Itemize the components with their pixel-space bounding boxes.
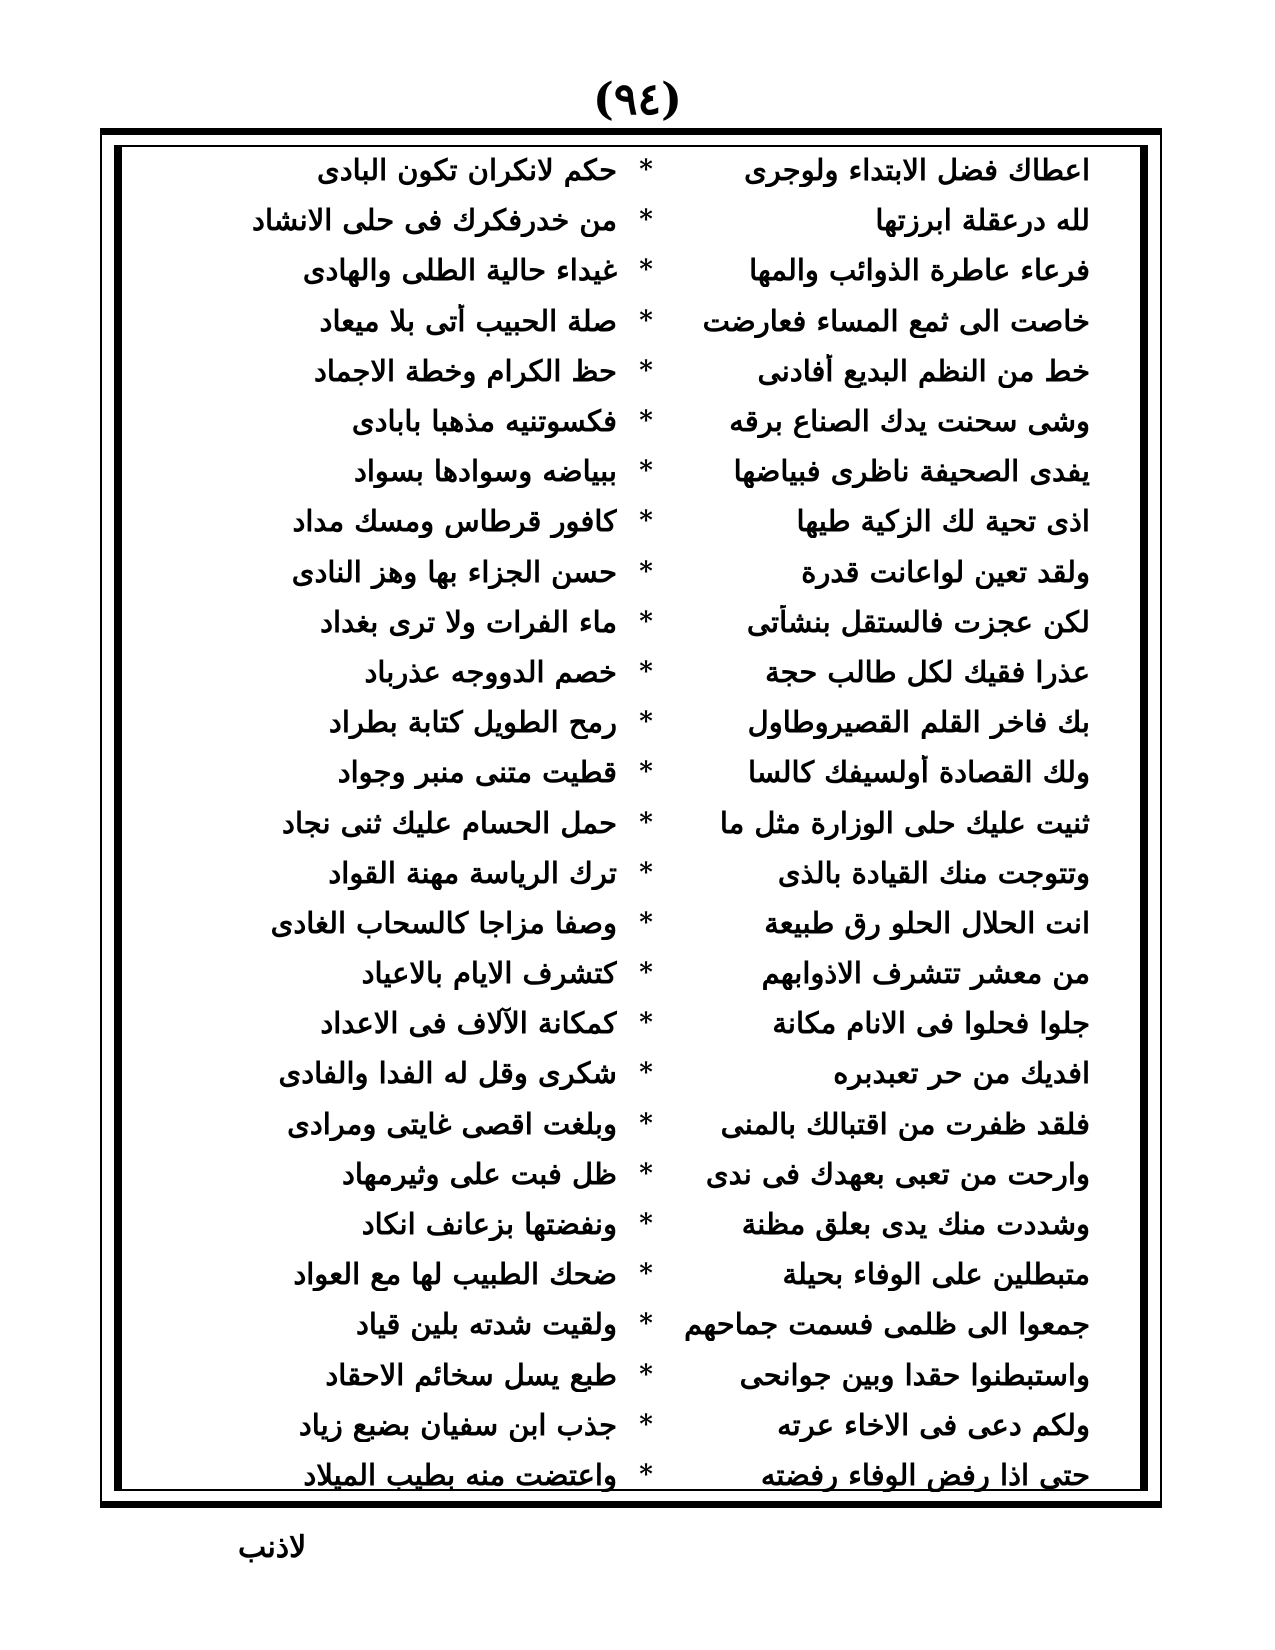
verse-separator: *: [639, 656, 653, 687]
verse-row: [175, 496, 1090, 546]
verse-row: [175, 848, 1090, 898]
verse-separator: *: [639, 1409, 653, 1440]
verse-second-hemistich: رمح الطويل كتابة بطراد: [328, 705, 617, 740]
verse-second-hemistich: حظ الكرام وخطة الاجماد: [314, 353, 617, 388]
verse-second-hemistich: خصم الدووجه عذرباد: [364, 654, 617, 689]
verse-row: [175, 1450, 1090, 1500]
verse-row: [175, 1048, 1090, 1098]
verse-row: [175, 245, 1090, 295]
verse-separator: *: [639, 1259, 653, 1290]
verse-separator: *: [639, 556, 653, 587]
verse-separator: *: [639, 1359, 653, 1390]
verse-separator: *: [639, 1058, 653, 1089]
verse-first-hemistich: وشى سحنت يدك الصناع برقه: [729, 404, 1090, 439]
verse-row: [175, 547, 1090, 597]
verse-row: [175, 597, 1090, 647]
page-number: (٩٤): [593, 74, 682, 125]
verse-separator: *: [639, 1459, 653, 1490]
verse-second-hemistich: حسن الجزاء بها وهز النادى: [291, 554, 617, 589]
verse-first-hemistich: خط من النظم البديع أفادنى: [757, 353, 1090, 388]
verse-first-hemistich: لكن عجزت فالستقل بنشأتى: [746, 604, 1090, 639]
verse-second-hemistich: حكم لانكران تكون البادى: [317, 153, 617, 188]
verse-separator: *: [639, 355, 653, 386]
verse-first-hemistich: يفدى الصحيفة ناظرى فبياضها: [733, 454, 1090, 489]
verse-second-hemistich: ضحك الطبيب لها مع العواد: [293, 1257, 617, 1292]
verse-first-hemistich: فرعاء عاطرة الذوائب والمها: [749, 253, 1090, 288]
verse-second-hemistich: واعتضت منه بطيب الميلاد: [303, 1457, 617, 1492]
verse-first-hemistich: متبطلين على الوفاء بحيلة: [782, 1257, 1090, 1292]
verse-second-hemistich: وصفا مزاجا كالسحاب الغادى: [270, 905, 617, 940]
verse-second-hemistich: ماء الفرات ولا ترى بغداد: [320, 604, 617, 639]
verse-separator: *: [639, 406, 653, 437]
verse-second-hemistich: من خدرفكرك فى حلى الانشاد: [252, 203, 617, 238]
verse-separator: *: [639, 857, 653, 888]
verse-second-hemistich: حمل الحسام عليك ثنى نجاد: [282, 805, 617, 840]
verse-second-hemistich: كمكانة الآلاف فى الاعداد: [320, 1006, 617, 1041]
verse-separator: *: [639, 907, 653, 938]
verse-first-hemistich: ولك القصادة أولسيفك كالسا: [747, 755, 1090, 790]
verse-separator: *: [639, 807, 653, 838]
verse-row: [175, 446, 1090, 496]
verse-separator: *: [639, 958, 653, 989]
verse-first-hemistich: ولقد تعين لواعانت قدرة: [801, 554, 1090, 589]
verse-row: [175, 145, 1090, 195]
verse-first-hemistich: اعطاك فضل الابتداء ولوجرى: [744, 153, 1090, 188]
verse-first-hemistich: حتى اذا رفض الوفاء رفضته: [760, 1457, 1090, 1492]
verse-row: [175, 346, 1090, 396]
verse-row: [175, 296, 1090, 346]
verse-second-hemistich: ولقيت شدته بلين قياد: [355, 1307, 617, 1342]
verse-row: [175, 898, 1090, 948]
verse-separator: *: [639, 456, 653, 487]
verse-first-hemistich: جمعوا الى ظلمى فسمت جماحهم: [684, 1307, 1090, 1342]
verse-row: [175, 697, 1090, 747]
verse-separator: *: [639, 757, 653, 788]
verse-first-hemistich: لله درعقلة ابرزتها: [875, 203, 1090, 238]
verse-first-hemistich: وتتوجت منك القيادة بالذى: [777, 855, 1090, 890]
verse-first-hemistich: ثنيت عليك حلى الوزارة مثل ما: [719, 805, 1090, 840]
verse-separator: *: [639, 1158, 653, 1189]
verse-row: [175, 1249, 1090, 1299]
verse-first-hemistich: افديك من حر تعبدبره: [833, 1056, 1090, 1091]
verse-separator: *: [639, 606, 653, 637]
verse-first-hemistich: انت الحلال الحلو رق طبيعة: [764, 905, 1090, 940]
verse-first-hemistich: وشددت منك يدى بعلق مظنة: [741, 1207, 1090, 1242]
verse-separator: *: [639, 255, 653, 286]
verse-separator: *: [639, 305, 653, 336]
verse-separator: *: [639, 155, 653, 186]
verse-row: [175, 998, 1090, 1048]
catchword: لاذنب: [238, 1530, 307, 1565]
verse-row: [175, 1199, 1090, 1249]
verse-first-hemistich: جلوا فحلوا فى الانام مكانة: [772, 1006, 1090, 1041]
verse-list: [175, 145, 1090, 1500]
verse-first-hemistich: خاصت الى ثمع المساء فعارضت: [702, 303, 1090, 338]
verse-second-hemistich: صلة الحبيب أتى بلا ميعاد: [319, 303, 617, 338]
verse-second-hemistich: طبع يسل سخائم الاحقاد: [325, 1357, 617, 1392]
verse-second-hemistich: غيداء حالية الطلى والهادى: [302, 253, 617, 288]
verse-second-hemistich: شكرى وقل له الفدا والفادى: [278, 1056, 617, 1091]
verse-row: [175, 747, 1090, 797]
verse-first-hemistich: عذرا فقيك لكل طالب حجة: [765, 654, 1090, 689]
verse-first-hemistich: فلقد ظفرت من اقتبالك بالمنى: [720, 1106, 1090, 1141]
verse-row: [175, 1099, 1090, 1149]
verse-first-hemistich: بك فاخر القلم القصيروطاول: [747, 705, 1090, 740]
verse-second-hemistich: ترك الرياسة مهنة القواد: [328, 855, 617, 890]
verse-separator: *: [639, 1309, 653, 1340]
verse-row: [175, 1299, 1090, 1349]
verse-row: [175, 1400, 1090, 1450]
verse-second-hemistich: كافور قرطاس ومسك مداد: [292, 504, 617, 539]
verse-row: [175, 195, 1090, 245]
verse-second-hemistich: ونفضتها بزعانف انكاد: [361, 1207, 617, 1242]
verse-separator: *: [639, 1008, 653, 1039]
verse-row: [175, 948, 1090, 998]
verse-row: [175, 1350, 1090, 1400]
verse-row: [175, 396, 1090, 446]
verse-separator: *: [639, 205, 653, 236]
verse-first-hemistich: اذى تحية لك الزكية طيها: [796, 504, 1090, 539]
verse-separator: *: [639, 1209, 653, 1240]
verse-row: [175, 1149, 1090, 1199]
verse-row: [175, 647, 1090, 697]
verse-second-hemistich: قطيت متنى منبر وجواد: [337, 755, 617, 790]
verse-separator: *: [639, 1108, 653, 1139]
verse-first-hemistich: وارحت من تعبى بعهدك فى ندى: [705, 1156, 1090, 1191]
verse-second-hemistich: فكسوتنيه مذهبا بابادى: [351, 404, 617, 439]
verse-separator: *: [639, 707, 653, 738]
verse-row: [175, 797, 1090, 847]
verse-second-hemistich: ببياضه وسوادها بسواد: [353, 454, 617, 489]
verse-first-hemistich: ولكم دعى فى الاخاء عرته: [777, 1407, 1090, 1442]
verse-second-hemistich: وبلغت اقصى غايتى ومرادى: [287, 1106, 617, 1141]
verse-second-hemistich: ظل فبت على وثيرمهاد: [342, 1156, 617, 1191]
verse-second-hemistich: جذب ابن سفيان بضبع زياد: [298, 1407, 617, 1442]
verse-second-hemistich: كتشرف الايام بالاعياد: [361, 956, 617, 991]
verse-separator: *: [639, 506, 653, 537]
verse-first-hemistich: واستبطنوا حقدا وبين جوانحى: [739, 1357, 1090, 1392]
verse-first-hemistich: من معشر تتشرف الاذوابهم: [761, 956, 1090, 991]
